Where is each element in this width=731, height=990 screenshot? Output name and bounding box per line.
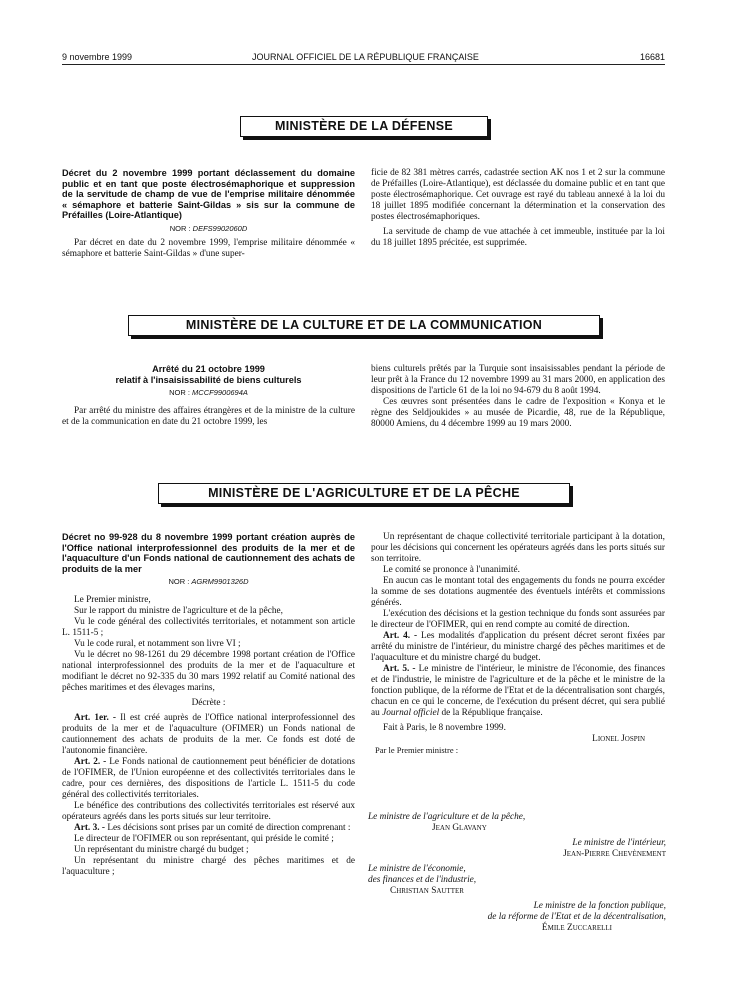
visa-line: Vu le code général des collectivités territoriales, et notamment son article L. 1511-5 ; (62, 617, 355, 638)
section-heading-defense: MINISTÈRE DE LA DÉFENSE (240, 116, 488, 137)
article-2: Art. 2. - Le Fonds national de cautionnement peut bénéficier de dotations de l'OFIMER, de l'Union européenne et des collectivités territoriales dans le cadre, pour ces dernières, des dispositions de l'article L. 1511-5 du code général des collectivités territoriales. (62, 757, 355, 800)
signatory-name: Jean Glavany (432, 823, 487, 833)
header-journal: JOURNAL OFFICIEL DE LA RÉPUBLIQUE FRANÇAISE (252, 52, 479, 62)
section-heading-agriculture: MINISTÈRE DE L'AGRICULTURE ET DE LA PÊCHE (158, 483, 570, 504)
culture-left-column (62, 364, 355, 428)
body-paragraph: L'exécution des décisions et la gestion technique du fonds sont assurées par le directeur de l'OFIMER, qui en rend compte au comité de direction. (371, 609, 665, 630)
article-2-paragraph-2: Le bénéfice des contributions des collectivités territoriales est réservé aux opérateurs agréés dans les ports situés sur leur territoire. (62, 801, 355, 822)
culture-arrete-title-line-1: Arrêté du 21 octobre 1999 (152, 364, 265, 374)
signatures-block (368, 812, 666, 934)
culture-right-paragraph-1: biens culturels prêtés par la Turquie sont insaisissables pendant la période de leur prêt à la France du 12 novembre 1999 au 31 mars 2000, en application des dispositions de l'article 61 de la loi no 94-679 du 8 août 1994. (371, 364, 665, 396)
done-at-paris: Fait à Paris, le 8 novembre 1999. (383, 723, 506, 733)
decrete-label: Décrète : (191, 698, 226, 708)
article-4: Art. 4. - Les modalités d'application du présent décret seront fixées par arrêté du ministre de l'intérieur, du ministre chargé des pêches maritimes et de l'aquaculture et du ministre chargé du budget. (371, 631, 666, 663)
culture-right-paragraph-2: Ces œuvres sont présentées dans le cadre de l'exposition « Konya et le règne des Seldjoukides » au musée de Picardie, 48, rue de la République, 80000 Amiens, du 4 décembre 1999 au 19 mars 2000. (371, 397, 665, 429)
defense-decree-title: Décret du 2 novembre 1999 portant déclassement du domaine public et en tant que poste électrosémaphorique et suppression de la servitude de champ de vue de l'emprise militaire dénommée « sémaphore et batterie Saint-Gildas » sis sur la commune de Préfailles (Loire-Atlantique) (62, 168, 355, 220)
culture-right-column (371, 364, 665, 430)
article-5: Art. 5. - Le ministre de l'intérieur, le ministre de l'économie, des finances et de l'industrie, le ministre de l'agriculture et de la pêche et le ministre de la fonction publique, de la réforme de l'Etat et de la décentralisation sont chargés, chacun en ce qui le concerne, de l'exécution du présent décret, qui sera publié au Journal officiel de la République française. (371, 664, 665, 718)
defense-nor: NOR : DEFS9902060D (169, 223, 248, 233)
body-paragraph: En aucun cas le montant total des engagements du fonds ne pourra excéder la somme de ses dotations augmentée des éventuels intérêts et commissions générés. (371, 576, 665, 608)
visa-line: Vu le décret no 98-1261 du 29 décembre 1998 portant création de l'Office national interprofessionnel des produits de la mer et de l'aquaculture et modifiant le décret no 92-335 du 30 mars 1992 relatif au Comité national des pêches maritimes et des élevages marins, (62, 650, 355, 693)
visa-line: Le Premier ministre, (74, 595, 151, 605)
defense-left-column (62, 168, 355, 260)
defense-right-paragraph-1: ficie de 82 381 mètres carrés, cadastrée section AK nos 1 et 2 sur la commune de Préfailles (Loire-Atlantique), est déclassée du domaine public et en tant que poste électrosémaphorique. Cet ouvrage est rayé du tableau annexé à la loi du 18 juillet 1895 modifiée concernant la détermination et la conservation des postes électrosémaphoriques. (371, 168, 665, 222)
signature-prime-minister: Lionel Jospin (592, 734, 645, 744)
agriculture-nor: NOR : AGRM9901326D (168, 577, 249, 586)
article-3: Art. 3. - Les décisions sont prises par un comité de direction comprenant : (74, 823, 351, 833)
signatory-role: Le ministre de l'intérieur, (572, 838, 666, 848)
culture-left-paragraph: Par arrêté du ministre des affaires étrangères et de la ministre de la culture et de la communication en date du 21 octobre 1999, les (62, 406, 355, 427)
header-date: 9 novembre 1999 (62, 52, 133, 62)
signatory-name: Jean-Pierre Chevènement (563, 849, 666, 859)
defense-left-paragraph: Par décret en date du 2 novembre 1999, l'emprise militaire dénommée « sémaphore et batterie Saint-Gildas » d'une super- (62, 237, 355, 259)
defense-right-column (371, 168, 665, 249)
article-3-item: Un représentant de chaque collectivité territoriale participant à la dotation, pour les décisions qui concernent les opérateurs agréés dans les ports situés sur son territoire. (371, 532, 665, 564)
signatory-role: Le ministre de la fonction publique, (533, 901, 666, 911)
article-3-item: Un représentant du ministre chargé des pêches maritimes et de l'aquaculture ; (62, 856, 355, 877)
by-prime-minister: Par le Premier ministre : (375, 745, 459, 755)
section-heading-culture: MINISTÈRE DE LA CULTURE ET DE LA COMMUNICATION (128, 315, 600, 336)
signatory-role: Le ministre de l'agriculture et de la pêche, (368, 812, 526, 822)
article-3-item: Un représentant du ministre chargé du budget ; (74, 845, 249, 855)
culture-nor: NOR : MCCF9900694A (169, 388, 248, 397)
defense-right-paragraph-2: La servitude de champ de vue attachée à cet immeuble, instituée par la loi du 18 juillet 1895 précitée, est supprimée. (371, 227, 665, 248)
body-paragraph: Le comité se prononce à l'unanimité. (383, 565, 520, 575)
signatory-role: des finances et de l'industrie, (368, 875, 477, 885)
signatory-role: Le ministre de l'économie, (368, 864, 466, 874)
agriculture-decree-title: Décret no 99-928 du 8 novembre 1999 portant création auprès de l'Office national interprofessionnel des produits de la mer et de l'aquaculture d'un Fonds national de cautionnement des achats de produits de la mer (62, 532, 355, 574)
header-page-number: 16681 (639, 52, 665, 62)
article-1: Art. 1er. - Il est créé auprès de l'Office national interprofessionnel des produits de la mer et de l'aquaculture (OFIMER) un Fonds national de cautionnement des achats de produits de la mer. Ce fonds est doté de l'autonomie financière. (62, 713, 355, 756)
signatory-role: de la réforme de l'Etat et de la décentralisation, (487, 912, 666, 922)
culture-arrete-title-line-2: relatif à l'insaisissabilité de biens culturels (115, 374, 302, 385)
signatory-name: Christian Sautter (390, 886, 464, 896)
article-3-item: Le directeur de l'OFIMER ou son représentant, qui préside le comité ; (74, 834, 334, 844)
agriculture-left-column (62, 532, 355, 878)
visa-line: Vu le code rural, et notamment son livre VI ; (74, 639, 241, 649)
agriculture-right-column (371, 532, 665, 756)
visa-line: Sur le rapport du ministre de l'agriculture et de la pêche, (74, 606, 283, 616)
signatory-name: Émile Zuccarelli (541, 923, 612, 933)
header-rule (62, 64, 665, 65)
